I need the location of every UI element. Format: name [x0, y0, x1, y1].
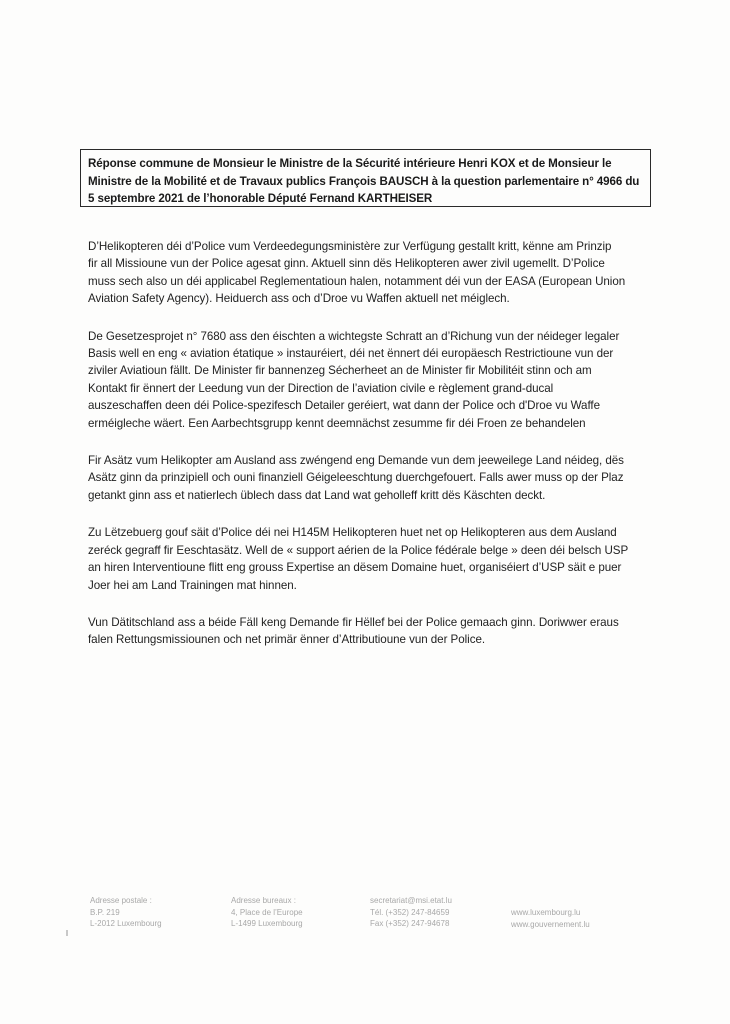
title-line: Réponse commune de Monsieur le Ministre de la Sécurité intérieure Henri KOX et de Monsieur le	[88, 157, 612, 170]
footer	[0, 895, 730, 940]
paragraph-germany	[88, 614, 648, 649]
text-line: falen Rettungsmissiounen och net primär ënner d’Attributioune vun der Police.	[88, 633, 486, 647]
footer-link[interactable]: www.gouvernement.lu	[511, 919, 590, 929]
paragraph-bill-7680	[88, 328, 648, 432]
footer-email[interactable]: secretariat@msi.etat.lu	[370, 896, 452, 905]
footer-text: L-2012 Luxembourg	[90, 919, 162, 928]
text-line: an hiren Interventioune flitt eng grouss Expertise an dësem Domaine huet, organiséiert d’USP säit e puer	[88, 561, 622, 575]
text-line: ziviler Aviatioun fällt. De Minister fir bannenzeg Sécherheet an de Minister fir Mobilitéit stinn och am	[88, 364, 592, 378]
title-line: Ministre de la Mobilité et de Travaux publics François BAUSCH à la question parlementaire n° 4966 du	[88, 174, 640, 188]
text-line: zeréck gegraff fir Eeschtasätz. Well de « support aérien de la Police fédérale belge » deen déi belsch USP	[88, 543, 629, 557]
footer-phone: Tél. (+352) 247-84659	[370, 907, 450, 917]
title-line: 5 septembre 2021 de l’honorable Député Fernand KARTHEISER	[88, 192, 433, 205]
footer-link[interactable]: www.luxembourg.lu	[511, 908, 581, 917]
body-text	[88, 238, 648, 669]
text-line: auszeschaffen deen déi Police-spezifesch Detailer geréiert, wat dann der Police och d'Droe vu Waffe	[88, 399, 600, 413]
text-line: Asätz ginn da prinzipiell och ouni finanziell Géigeleeschtung duerchgefouert. Falls awer muss op der Plaz	[88, 471, 624, 485]
text-line: De Gesetzesprojet n° 7680 ass den éischten a wichtegste Schratt an d’Richung vun der néideger legaler	[88, 329, 620, 343]
text-line: Kontakt fir ënnert der Leedung vun der Direction de l’aviation civile e règlement grand-ducal	[88, 381, 554, 395]
footer-text: Adresse bureaux :	[231, 896, 296, 905]
footer-contact	[370, 895, 452, 930]
text-line: Vun Dätitschland ass a béide Fäll keng Demande fir Hëllef bei der Police gemaach ginn. Doriwwer eraus	[88, 615, 619, 629]
text-line: getankt ginn ass et natierlech üblech dass dat Land wat geholleff kritt dës Käschten deckt.	[88, 488, 546, 502]
text-line: Basis well en eng « aviation étatique » instauréiert, déi net ënnert déi europäesch Restrictioune vun der	[88, 347, 614, 361]
title-box	[80, 149, 651, 207]
text-line: D’Helikopteren déi d’Police vum Verdeedegungsministère zur Verfügung gestallt kritt, kënne am Prinzip	[88, 240, 612, 253]
footer-text: L-1499 Luxembourg	[231, 919, 303, 928]
text-line: erméigleche wäert. Een Aarbechtsgrupp kennt deemnächst zesumme fir déi Froen ze behandelen	[88, 416, 586, 430]
footer-text: B.P. 219	[90, 907, 120, 917]
text-line: Fir Asätz vum Helikopter am Ausland ass zwéngend eng Demande vun dem jeeweilege Land néideg, dës	[88, 454, 624, 468]
text-line: fir all Missioune vun der Police agesat ginn. Aktuell sinn dës Helikopteren awer zivil ugemellt. D’Police	[88, 257, 605, 271]
footer-postal-address	[90, 895, 162, 930]
footer-text: 4, Place de l’Europe	[231, 907, 303, 917]
text-line: Aviation Safety Agency). Heiduerch ass och d’Droe vu Waffen aktuell net méiglech.	[88, 292, 510, 306]
paragraph-luxembourg	[88, 524, 648, 594]
paragraph-helicopters-missions	[88, 238, 648, 308]
text-line: muss sech also un déi applicabel Reglementatioun halen, notamment déi vun der EASA (European Union	[88, 274, 626, 288]
footer-fax: Fax (+352) 247-94678	[370, 919, 450, 928]
footer-text: Adresse postale :	[90, 896, 152, 905]
footer-websites	[511, 907, 590, 930]
footer-office-address	[231, 895, 303, 930]
text-line: Zu Lëtzebuerg gouf säit d’Police déi nei H145M Helikopteren huet net op Helikopteren aus dem Ausland	[88, 526, 617, 540]
paragraph-foreign-missions	[88, 452, 648, 504]
text-line: Joer hei am Land Trainingen mat hinnen.	[88, 578, 297, 592]
